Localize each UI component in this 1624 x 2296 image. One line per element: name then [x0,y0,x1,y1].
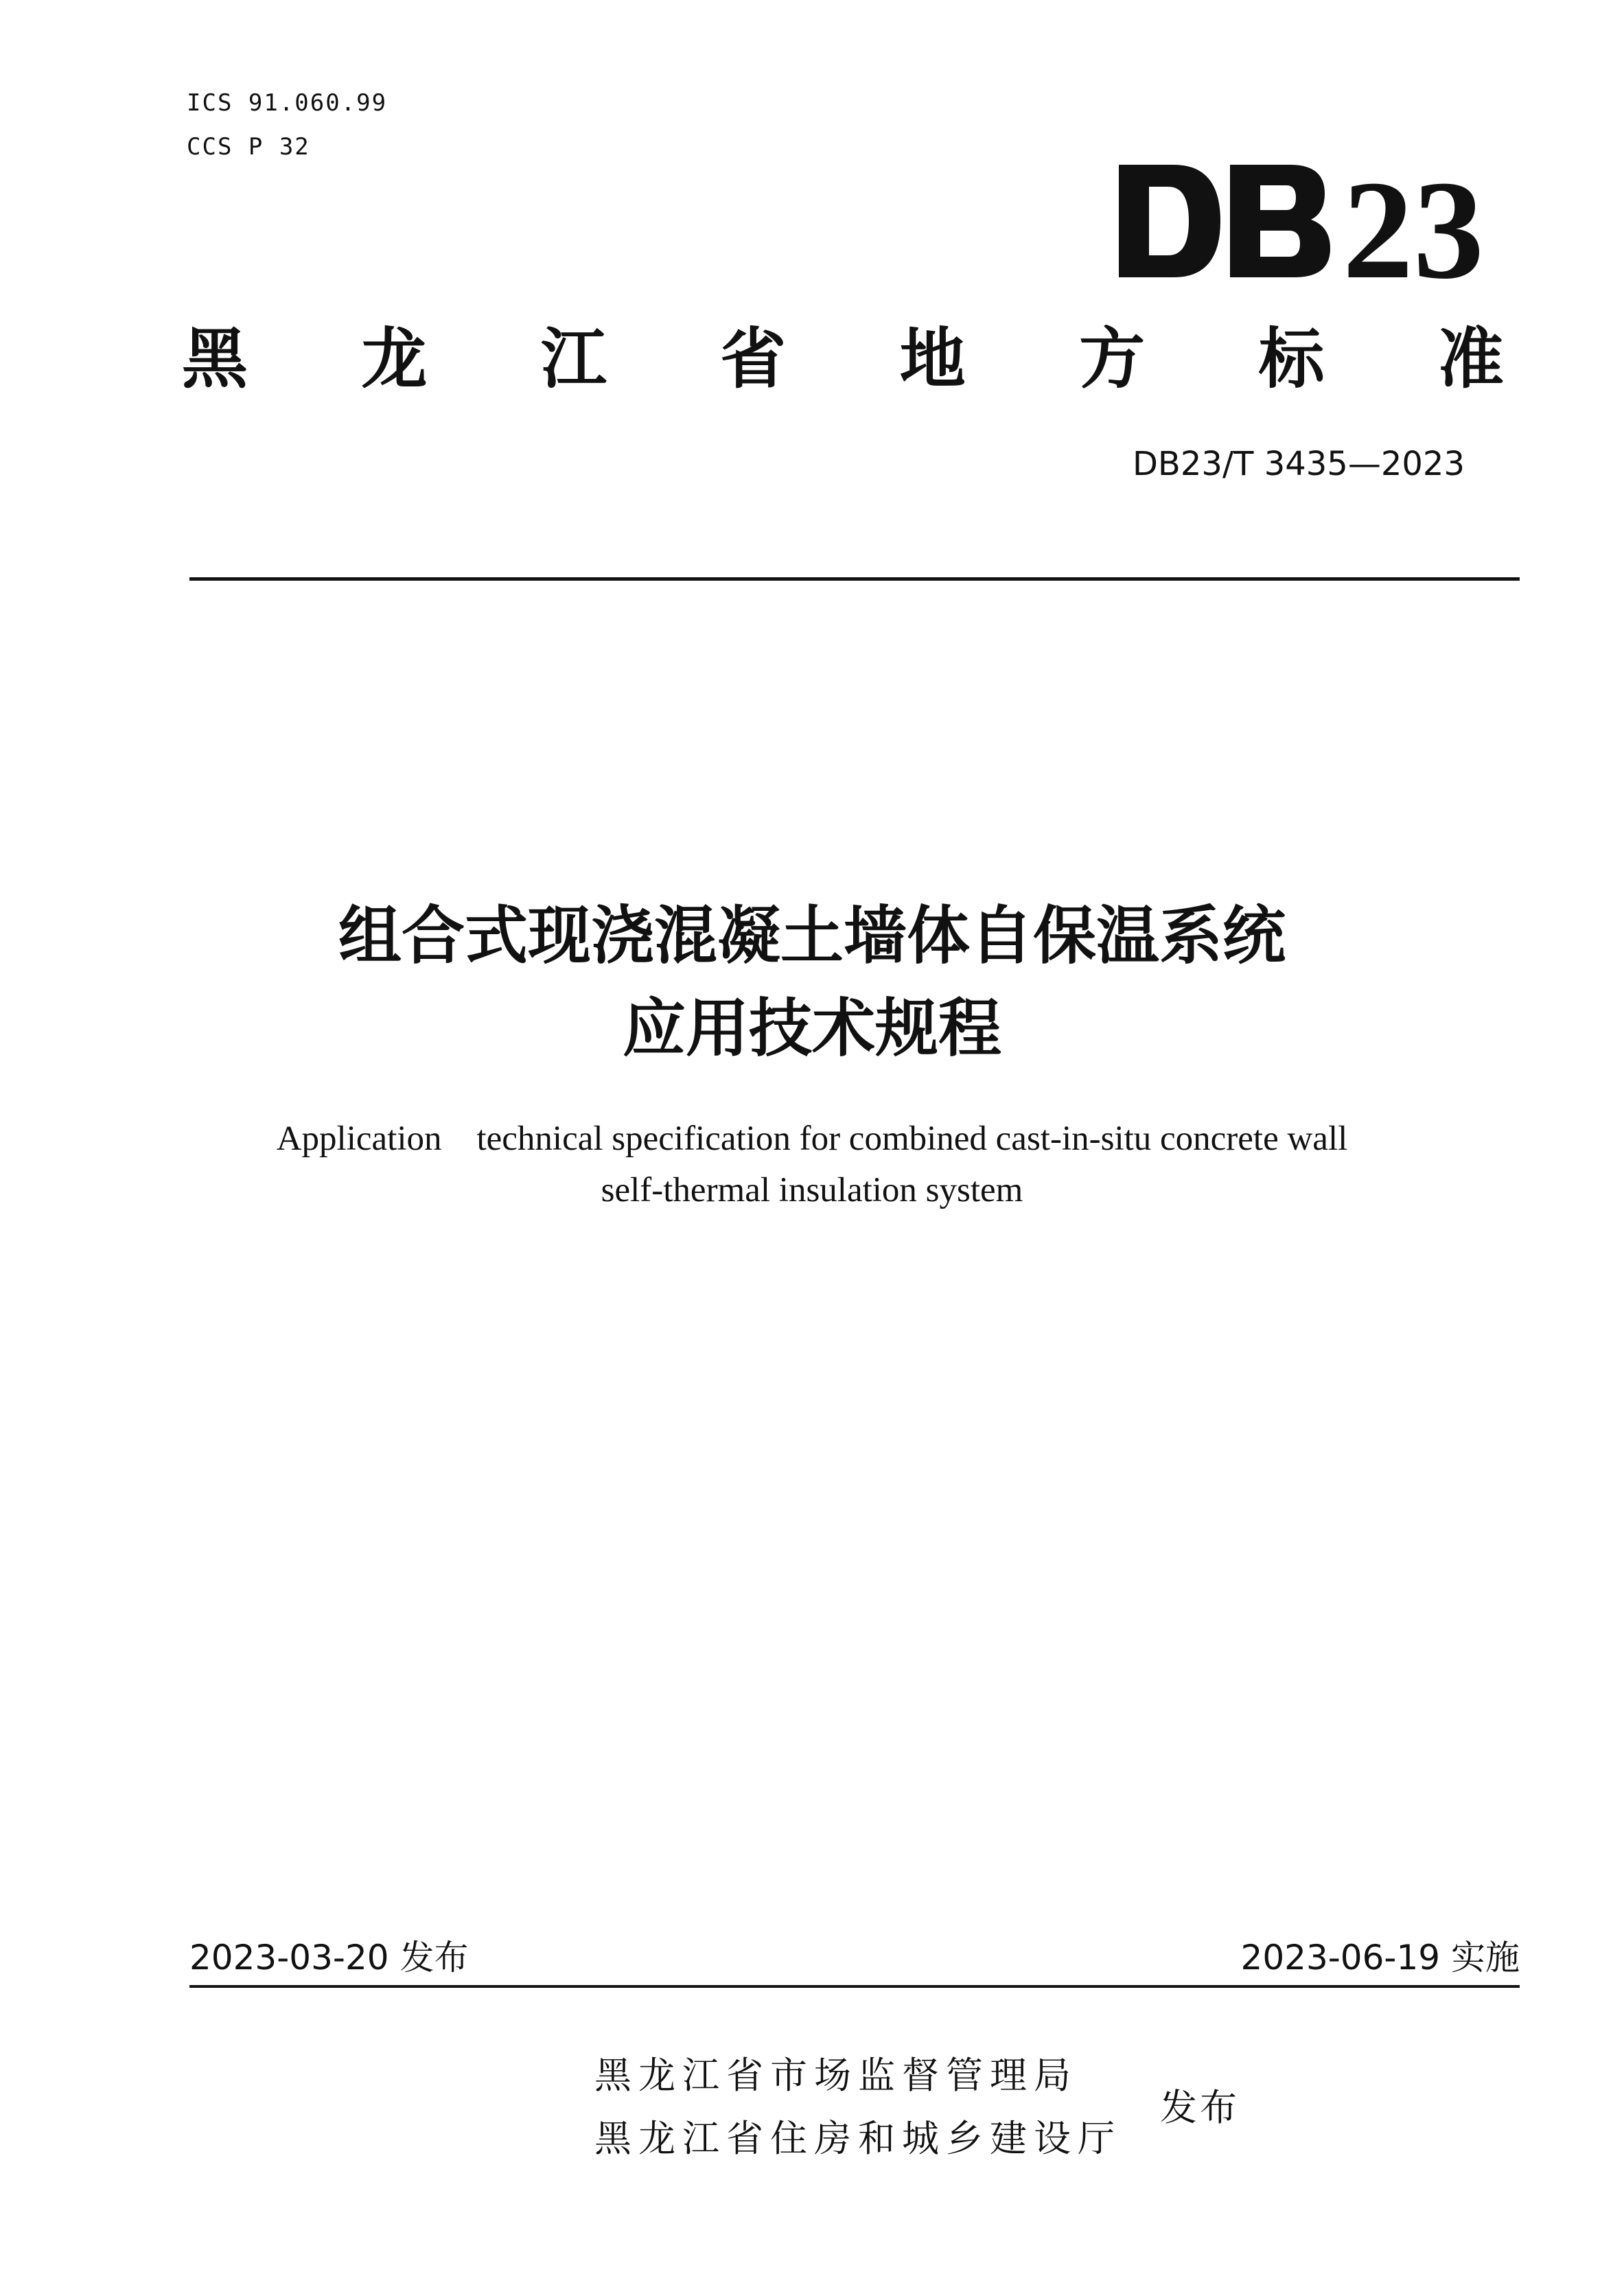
date-row [189,1930,1520,1980]
effective-date: 2023-06-19 实施 [1240,1938,1520,1978]
province-standard-heading [177,305,1509,402]
heading-char: 龙 [361,320,428,397]
publisher-1: 黑龙江省市场监督管理局 [594,2054,1078,2097]
publishers [594,2044,1122,2170]
db23-logo [1119,159,1495,283]
heading-char: 江 [540,320,607,397]
title-en-line-1: Application technical specification for combined cast-in-situ concrete wall [276,1120,1348,1158]
bottom-divider [189,1985,1520,1988]
svg-text:23: 23 [1343,159,1484,283]
title-cn-line-2: 应用技术规程 [622,992,1001,1065]
publisher-2: 黑龙江省住房和城乡建设厅 [594,2117,1122,2160]
heading-char: 标 [1258,320,1325,397]
ccs-code: CCS P 32 [187,133,310,161]
heading-char: 省 [720,320,787,397]
heading-char: 准 [1437,320,1504,397]
issue-date: 2023-03-20 发布 [189,1938,469,1978]
title-cn-line-1: 组合式现浇混凝土墙体自保温系统 [338,899,1286,973]
publish-label: 发布 [1160,2086,1240,2129]
title-en-line-2: self-thermal insulation system [601,1171,1023,1209]
ics-code: ICS 91.060.99 [187,89,388,117]
classification-codes [187,81,387,169]
standard-number: DB23/T 3435—2023 [1132,445,1465,483]
heading-char: 方 [1079,320,1146,397]
heading-char: 黑 [182,320,248,397]
heading-char: 地 [899,320,966,397]
top-divider [189,577,1520,581]
